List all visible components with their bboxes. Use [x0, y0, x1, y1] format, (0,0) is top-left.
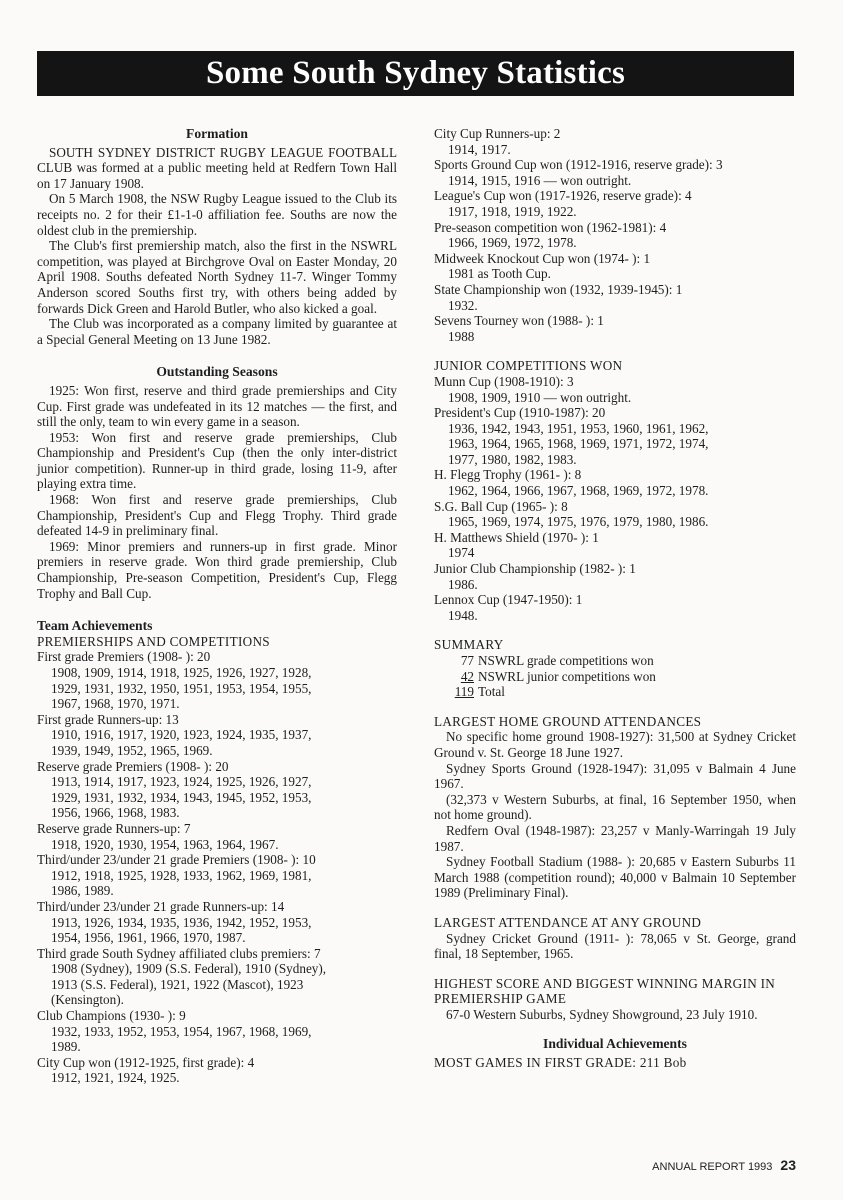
any-ground-heading: LARGEST ATTENDANCE AT ANY GROUND	[434, 914, 702, 930]
record-label: Third grade South Sydney affiliated clubs premiers: 7	[37, 945, 321, 961]
seasons-body	[37, 383, 397, 601]
formation-body	[37, 145, 397, 348]
any-ground-para: Sydney Cricket Ground (1911- ): 78,065 v St. George, grand final, 18 September, 1965.	[434, 930, 796, 962]
summary-num: 42	[460, 668, 474, 684]
record-years: 1912, 1921, 1924, 1925.	[51, 1070, 180, 1086]
highest-score-heading: HIGHEST SCORE AND BIGGEST WINNING MARGIN IN PREMIERSHIP GAME	[434, 975, 776, 1007]
record-years: 1965, 1969, 1974, 1975, 1976, 1979, 1980, 1986.	[448, 514, 709, 530]
home-attendance-heading: LARGEST HOME GROUND ATTENDANCES	[434, 713, 702, 729]
record-years: 1977, 1980, 1982, 1983.	[448, 451, 577, 467]
record-label: City Cup Runners-up: 2	[434, 126, 561, 141]
formation-heading: Formation	[186, 126, 248, 141]
record-years: 1913 (S.S. Federal), 1921, 1922 (Mascot), 1923	[51, 976, 304, 992]
record-label: Third/under 23/under 21 grade Premiers (1908- ): 10	[37, 852, 316, 868]
record-label: H. Flegg Trophy (1961- ): 8	[434, 467, 582, 483]
record-label: Junior Club Championship (1982- ): 1	[434, 561, 636, 577]
summary-text: NSWRL junior competitions won	[478, 668, 656, 684]
record-years: 1908, 1909, 1914, 1918, 1925, 1926, 1927, 1928,	[51, 665, 312, 680]
individual-line: MOST GAMES IN FIRST GRADE: 211 Bob	[434, 1055, 687, 1071]
record-years: 1932.	[448, 297, 478, 313]
record-years: 1910, 1916, 1917, 1920, 1923, 1924, 1935, 1937,	[51, 727, 312, 743]
seasons-heading: Outstanding Seasons	[156, 364, 278, 380]
record-label: H. Matthews Shield (1970- ): 1	[434, 529, 599, 545]
summary-row	[434, 669, 796, 685]
record-label: Midweek Knockout Cup won (1974- ): 1	[434, 250, 651, 266]
record-label: First grade Premiers (1908- ): 20	[37, 649, 211, 665]
record-label: First grade Runners-up: 13	[37, 711, 179, 727]
record-years: 1963, 1964, 1965, 1968, 1969, 1971, 1972, 1974,	[448, 436, 709, 452]
achievements-list	[37, 649, 397, 1086]
record-years: 1914, 1915, 1916 — won outright.	[448, 172, 632, 188]
record-label: Pre-season competition won (1962-1981): 4	[434, 219, 667, 235]
premierships-subheading: PREMIERSHIPS AND COMPETITIONS	[37, 633, 270, 649]
record-label: Lennox Cup (1947-1950): 1	[434, 592, 583, 608]
junior-heading: JUNIOR COMPETITIONS WON	[434, 358, 623, 374]
record-years: 1962, 1964, 1966, 1967, 1968, 1969, 1972, 1978.	[448, 483, 709, 499]
record-years: 1981 as Tooth Cup.	[448, 266, 551, 282]
record-years: 1988	[448, 328, 475, 344]
record-label: State Championship won (1932, 1939-1945): 1	[434, 281, 683, 297]
left-column	[37, 126, 397, 1086]
record-years: 1974	[448, 545, 475, 561]
attendance-para: Redfern Oval (1948-1987): 23,257 v Manly-Warringah 19 July 1987.	[434, 822, 796, 854]
record-years: 1989.	[51, 1039, 81, 1055]
season-para: 1969: Minor premiers and runners-up in first grade. Minor premiers in reserve grade. Won third grade premiership, Club Championship, Pre-season Competition, President's Cup, Flegg Trophy and Ball Cup.	[37, 538, 397, 601]
record-label: League's Cup won (1917-1926, reserve grade): 4	[434, 188, 692, 204]
record-years: 1986.	[448, 576, 478, 592]
season-para: 1968: Won first and reserve grade premierships, Club Championship, President's Cup and Flegg Trophy. Third grade defeated 14-9 in preliminary final.	[37, 492, 397, 539]
record-years: 1939, 1949, 1952, 1965, 1969.	[51, 742, 213, 758]
record-years: 1936, 1942, 1943, 1951, 1953, 1960, 1961, 1962,	[448, 420, 709, 436]
record-years: 1954, 1956, 1961, 1966, 1970, 1987.	[51, 930, 246, 946]
record-label: Sports Ground Cup won (1912-1916, reserve grade): 3	[434, 157, 723, 173]
team-achievements-heading: Team Achievements	[37, 618, 153, 634]
formation-para: The Club's first premiership match, also the first in the NSWRL competition, was played at Birchgrove Oval on Easter Monday, 20 April 1908. Souths defeated North Sydney 11-7. Winger Tommy Anderson scored Souths first try, with others being added by forwards Dick Green and Harold Butler, who also kicked a goal.	[37, 238, 397, 316]
record-label: Reserve grade Premiers (1908- ): 20	[37, 758, 229, 774]
attendance-para: Sydney Football Stadium (1988- ): 20,685 v Eastern Suburbs 11 March 1988 (competition round); 40,000 v Balmain 10 September 1989 (Preliminary Final).	[434, 854, 796, 901]
formation-para: The Club was incorporated as a company limited by guarantee at a Special General Meeting on 13 June 1982.	[37, 316, 397, 347]
highest-score-para: 67-0 Western Suburbs, Sydney Showground, 23 July 1910.	[446, 1006, 758, 1022]
season-para: 1925: Won first, reserve and third grade premierships and City Cup. First grade was undefeated in its 12 matches — the first, and still the only, team to win every game in a season.	[37, 382, 397, 430]
junior-list	[434, 374, 796, 624]
record-years: 1967, 1968, 1970, 1971.	[51, 696, 180, 712]
record-years: 1948.	[448, 607, 478, 623]
summary-row	[434, 684, 796, 700]
record-years: 1966, 1969, 1972, 1978.	[448, 235, 577, 251]
record-label: President's Cup (1910-1987): 20	[434, 405, 606, 421]
summary-row	[434, 653, 796, 669]
record-label: S.G. Ball Cup (1965- ): 8	[434, 498, 568, 514]
record-years: 1914, 1917.	[448, 141, 511, 157]
right-column	[434, 126, 796, 1071]
attendance-para: No specific home ground 1908-1927): 31,500 at Sydney Cricket Ground v. St. George 18 June 1927.	[434, 729, 796, 760]
record-years: 1913, 1914, 1917, 1923, 1924, 1925, 1926, 1927,	[51, 774, 312, 790]
home-attendance-body	[434, 729, 796, 901]
season-para: 1953: Won first and reserve grade premierships, Club Championship and President's Cup (then the only inter-district junior competition). Runner-up in third grade, losing 11-9, after playing extra time.	[37, 429, 397, 492]
summary-heading: SUMMARY	[434, 637, 504, 653]
record-years: 1918, 1920, 1930, 1954, 1963, 1964, 1967.	[51, 836, 279, 852]
record-years: 1913, 1926, 1934, 1935, 1936, 1942, 1952, 1953,	[51, 914, 312, 930]
record-years: 1956, 1966, 1968, 1983.	[51, 805, 180, 821]
summary-text: NSWRL grade competitions won	[478, 653, 654, 668]
page-title: Some South Sydney Statistics	[37, 51, 794, 96]
page-number: 23	[780, 1157, 796, 1173]
summary-total: 119	[454, 684, 474, 700]
cups-list	[434, 126, 796, 344]
record-label: Reserve grade Runners-up: 7	[37, 820, 191, 836]
report-label: ANNUAL REPORT 1993	[652, 1161, 773, 1173]
record-label: Club Champions (1930- ): 9	[37, 1008, 186, 1024]
attendance-para: (32,373 v Western Suburbs, at final, 16 September 1950, when not home ground).	[434, 791, 796, 823]
attendance-para: Sydney Sports Ground (1928-1947): 31,095 v Balmain 4 June 1967.	[434, 760, 796, 792]
record-years: 1932, 1933, 1952, 1953, 1954, 1967, 1968, 1969,	[51, 1023, 312, 1039]
record-label: Third/under 23/under 21 grade Runners-up: 14	[37, 898, 285, 914]
record-years: 1908, 1909, 1910 — won outright.	[448, 389, 632, 405]
formation-para: On 5 March 1908, the NSW Rugby League issued to the Club its receipts no. 2 for their £1-1-0 affiliation fee. Souths are now the oldest club in the premiership.	[37, 191, 397, 238]
record-years: 1908 (Sydney), 1909 (S.S. Federal), 1910 (Sydney),	[51, 961, 327, 977]
record-label: Munn Cup (1908-1910): 3	[434, 373, 574, 389]
record-label: Sevens Tourney won (1988- ): 1	[434, 313, 604, 329]
record-years: (Kensington).	[51, 992, 124, 1008]
record-label: City Cup won (1912-1925, first grade): 4	[37, 1054, 255, 1070]
record-years: 1912, 1918, 1925, 1928, 1933, 1962, 1969, 1981,	[51, 867, 312, 883]
record-years: 1929, 1931, 1932, 1934, 1943, 1945, 1952, 1953,	[51, 789, 312, 805]
summary-table	[434, 653, 796, 700]
page-footer	[652, 1157, 796, 1173]
formation-para: SOUTH SYDNEY DISTRICT RUGBY LEAGUE FOOTBALL CLUB was formed at a public meeting held at Redfern Town Hall on 17 January 1908.	[37, 144, 397, 191]
record-years: 1917, 1918, 1919, 1922.	[448, 203, 577, 219]
individual-heading: Individual Achievements	[543, 1036, 687, 1052]
record-years: 1986, 1989.	[51, 883, 114, 899]
record-years: 1929, 1931, 1932, 1950, 1951, 1953, 1954, 1955,	[51, 680, 312, 696]
summary-text: Total	[478, 684, 505, 700]
summary-num: 77	[460, 653, 474, 668]
